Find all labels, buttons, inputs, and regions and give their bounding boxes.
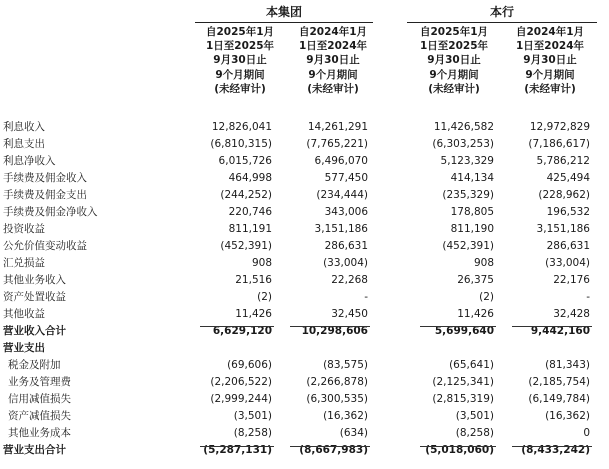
row-label: 汇兑损益 — [3, 257, 45, 269]
header-bank-prior: 自2024年1月 1日至2024年 9月30日止 9个月期间 (未经审计) — [298, 26, 368, 95]
rule-c2 — [290, 326, 370, 327]
value-bank-current: (6,810,315) — [210, 138, 272, 150]
value-bank-current: 908 — [251, 257, 272, 269]
value-parent-prior: (228,962) — [538, 189, 590, 201]
table-row — [0, 374, 609, 390]
table-row — [0, 408, 609, 424]
value-bank-prior: 32,450 — [331, 308, 368, 320]
value-bank-prior: (83,575) — [323, 359, 368, 371]
table-row — [0, 221, 609, 237]
value-parent-current: (65,641) — [449, 359, 494, 371]
table-row — [0, 187, 609, 203]
row-label: 手续费及佣金净收入 — [3, 206, 98, 218]
value-parent-current: (2) — [479, 291, 494, 303]
row-label: 其他业务收入 — [3, 274, 66, 286]
value-parent-current: (235,329) — [442, 189, 494, 201]
value-bank-prior: (33,004) — [323, 257, 368, 269]
table-row — [0, 340, 609, 356]
table-row — [0, 119, 609, 135]
table-row — [0, 153, 609, 169]
group-header-parent: 本行 — [407, 4, 597, 23]
value-bank-current: (3,501) — [233, 410, 272, 422]
value-bank-prior: (16,362) — [323, 410, 368, 422]
table-row — [0, 357, 609, 373]
row-label: 利息支出 — [3, 138, 45, 150]
value-bank-current: (244,252) — [220, 189, 272, 201]
value-bank-prior: 286,631 — [324, 240, 368, 252]
value-parent-prior: 286,631 — [546, 240, 590, 252]
value-parent-current: (5,018,060) — [425, 444, 494, 456]
value-bank-prior: 6,496,070 — [314, 155, 368, 167]
table-row — [0, 289, 609, 305]
value-bank-current: (5,287,131) — [203, 444, 272, 456]
value-bank-current: 6,629,120 — [212, 325, 272, 337]
value-bank-current: 21,516 — [235, 274, 272, 286]
value-parent-prior: (33,004) — [545, 257, 590, 269]
value-parent-current: 908 — [473, 257, 494, 269]
row-label: 税金及附加 — [8, 359, 61, 371]
value-parent-current: (2,815,319) — [432, 393, 494, 405]
value-parent-current: (3,501) — [455, 410, 494, 422]
table-row — [0, 136, 609, 152]
rule-c2-bottom — [290, 446, 370, 447]
row-label: 公允价值变动收益 — [3, 240, 87, 252]
value-bank-prior: - — [364, 291, 368, 303]
value-parent-prior: 196,532 — [546, 206, 590, 218]
row-label: 资产减值损失 — [8, 410, 71, 422]
table-row — [0, 442, 609, 458]
value-bank-prior: (2,266,878) — [306, 376, 368, 388]
value-parent-prior: (8,433,242) — [521, 444, 590, 456]
row-label: 业务及管理费 — [8, 376, 71, 388]
value-parent-prior: 32,428 — [553, 308, 590, 320]
value-parent-prior: (16,362) — [545, 410, 590, 422]
value-parent-prior: - — [586, 291, 590, 303]
rule-c4-bottom — [512, 446, 592, 447]
rule-c3-bottom — [420, 446, 496, 447]
value-bank-current: (69,606) — [227, 359, 272, 371]
group-header-bank: 本集团 — [195, 4, 373, 23]
value-bank-prior: (6,300,535) — [306, 393, 368, 405]
value-parent-prior: 9,442,160 — [530, 325, 590, 337]
value-bank-current: (2) — [257, 291, 272, 303]
value-parent-prior: 425,494 — [546, 172, 590, 184]
table-row — [0, 272, 609, 288]
value-parent-current: 811,190 — [450, 223, 494, 235]
value-parent-prior: (2,185,754) — [528, 376, 590, 388]
value-parent-current: 11,426,582 — [433, 121, 494, 133]
value-bank-current: 464,998 — [228, 172, 272, 184]
table-row — [0, 306, 609, 322]
value-parent-prior: (6,149,784) — [528, 393, 590, 405]
row-label: 其他收益 — [3, 308, 45, 320]
value-parent-prior: 0 — [583, 427, 590, 439]
value-parent-current: (452,391) — [442, 240, 494, 252]
row-label: 手续费及佣金支出 — [3, 189, 87, 201]
row-label: 利息净收入 — [3, 155, 56, 167]
header-bank-current: 自2025年1月 1日至2025年 9月30日止 9个月期间 (未经审计) — [205, 26, 275, 95]
rule-c1 — [200, 326, 274, 327]
value-bank-prior: 22,268 — [331, 274, 368, 286]
table-row — [0, 170, 609, 186]
value-bank-prior: (234,444) — [316, 189, 368, 201]
value-bank-current: 220,746 — [228, 206, 272, 218]
value-parent-prior: (81,343) — [545, 359, 590, 371]
value-parent-current: (6,303,253) — [432, 138, 494, 150]
value-parent-current: 5,699,640 — [434, 325, 494, 337]
rule-c3 — [420, 326, 496, 327]
value-bank-current: 12,826,041 — [211, 121, 272, 133]
value-bank-prior: 10,298,606 — [301, 325, 368, 337]
value-parent-current: 414,134 — [450, 172, 494, 184]
table-row — [0, 391, 609, 407]
value-bank-current: 11,426 — [235, 308, 272, 320]
table-row — [0, 255, 609, 271]
table-row — [0, 238, 609, 254]
value-bank-current: (8,258) — [233, 427, 272, 439]
header-parent-prior: 自2024年1月 1日至2024年 9月30日止 9个月期间 (未经审计) — [515, 26, 585, 95]
value-parent-prior: 22,176 — [553, 274, 590, 286]
row-label: 营业支出 — [3, 342, 45, 354]
value-parent-current: (8,258) — [455, 427, 494, 439]
value-bank-prior: 14,261,291 — [307, 121, 368, 133]
value-parent-prior: 3,151,186 — [536, 223, 590, 235]
table-row — [0, 204, 609, 220]
value-bank-current: 811,191 — [228, 223, 272, 235]
value-bank-current: (452,391) — [220, 240, 272, 252]
row-label: 利息收入 — [3, 121, 45, 133]
value-parent-current: 5,123,329 — [440, 155, 494, 167]
row-label: 营业收入合计 — [3, 325, 66, 337]
value-bank-prior: (634) — [339, 427, 368, 439]
row-label: 投资收益 — [3, 223, 45, 235]
row-label: 资产处置收益 — [3, 291, 66, 303]
value-bank-current: 6,015,726 — [218, 155, 272, 167]
value-parent-current: (2,125,341) — [432, 376, 494, 388]
value-parent-prior: 5,786,212 — [536, 155, 590, 167]
row-label: 营业支出合计 — [3, 444, 66, 456]
value-parent-prior: 12,972,829 — [529, 121, 590, 133]
row-label: 手续费及佣金收入 — [3, 172, 87, 184]
value-parent-current: 26,375 — [457, 274, 494, 286]
row-label: 其他业务成本 — [8, 427, 71, 439]
rule-c1-bottom — [200, 446, 274, 447]
rule-c4 — [512, 326, 592, 327]
header-parent-current: 自2025年1月 1日至2025年 9月30日止 9个月期间 (未经审计) — [419, 26, 489, 95]
value-bank-current: (2,206,522) — [210, 376, 272, 388]
table-row — [0, 425, 609, 441]
value-bank-prior: (7,765,221) — [306, 138, 368, 150]
value-bank-current: (2,999,244) — [210, 393, 272, 405]
value-bank-prior: 3,151,186 — [314, 223, 368, 235]
value-bank-prior: 343,006 — [324, 206, 368, 218]
value-parent-prior: (7,186,617) — [528, 138, 590, 150]
value-parent-current: 11,426 — [457, 308, 494, 320]
value-parent-current: 178,805 — [450, 206, 494, 218]
row-label: 信用减值损失 — [8, 393, 71, 405]
value-bank-prior: (8,667,983) — [299, 444, 368, 456]
value-bank-prior: 577,450 — [324, 172, 368, 184]
